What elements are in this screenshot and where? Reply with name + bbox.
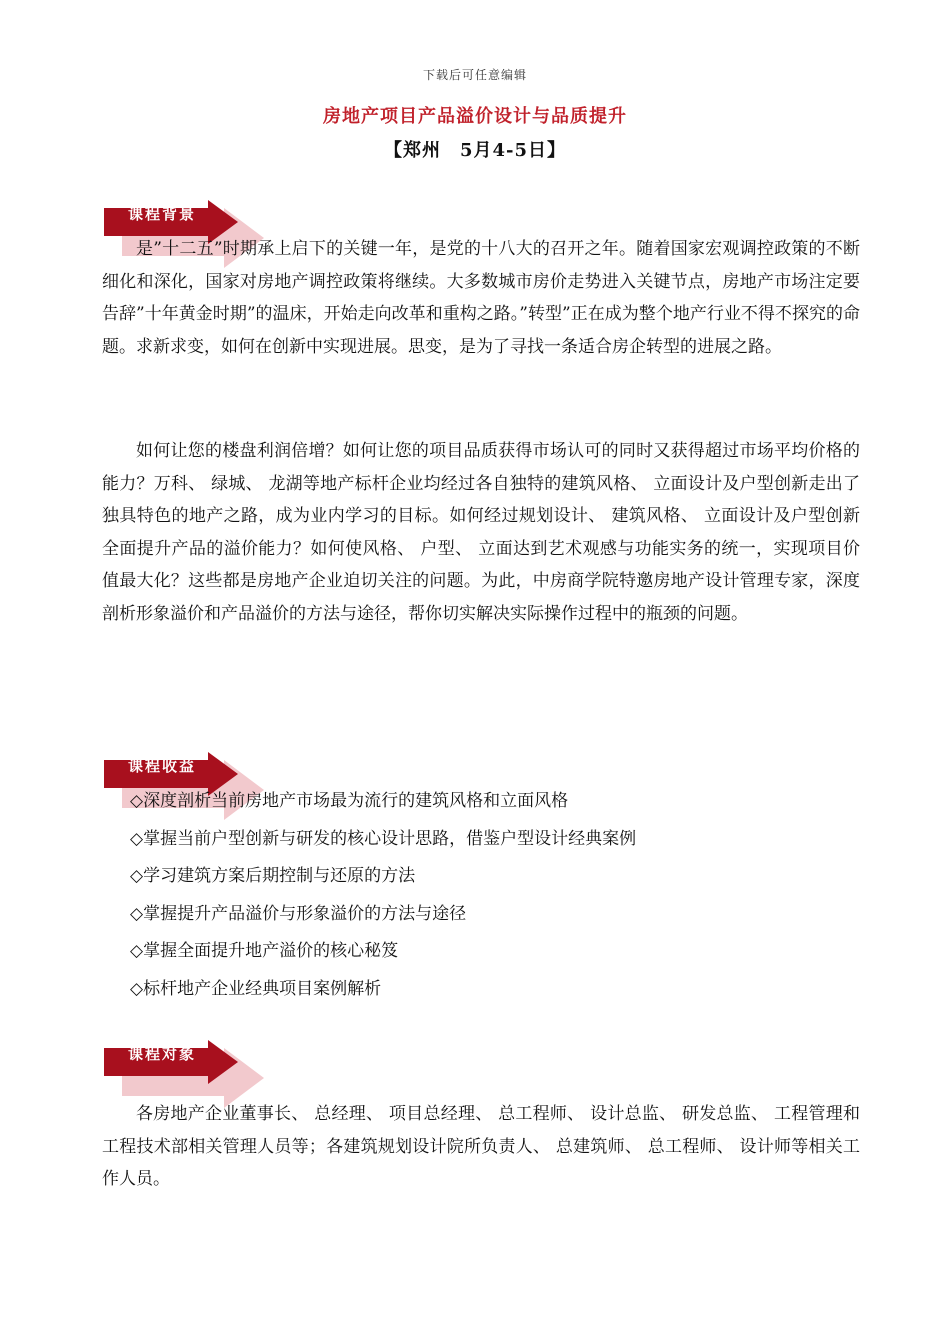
background-paragraph-1: 是”十二五”时期承上启下的关键一年，是党的十八大的召开之年。随着国家宏观调控政策的不断细化和深化，国家对房地产调控政策将继续。大多数城市房价走势进入关键节点，房地产市场注定要告辞”十年黄金时期”的温床，开始走向改革和重构之路。”转型”正在成为整个地产行业不得不探究的命题。求新求变，如何在创新中实现进展。思变，是为了寻找一条适合房企转型的进展之路。 [102,239,860,357]
audience-paragraph: 各房地产企业董事长、 总经理、 项目总经理、 总工程师、 设计总监、 研发总监、 工程管理和工程技术部相关管理人员等；各建筑规划设计院所负责人、 总建筑师、 总工程师、 设计师等相关工作人员。 [102,1104,860,1189]
section-label-background: 课程背景 [128,205,197,223]
list-item: ◇掌握当前户型创新与研发的核心设计思路，借鉴户型设计经典案例 [130,828,637,849]
list-item: ◇学习建筑方案后期控制与还原的方法 [130,866,416,886]
section-label-benefits: 课程收益 [128,757,197,775]
benefits-list [130,783,636,1008]
list-item: ◇深度剖析当前房地产市场最为流行的建筑风格和立面风格 [130,791,569,811]
list-item: ◇掌握提升产品溢价与形象溢价的方法与途径 [130,903,467,924]
document-subtitle: 【郑州 5月4-5日】 [383,140,567,161]
document-title: 房地产项目产品溢价设计与品质提升 [323,106,627,127]
list-item: ◇标杆地产企业经典项目案例解析 [130,978,382,999]
list-item: ◇掌握全面提升地产溢价的核心秘笈 [130,941,399,961]
header-note: 下载后可任意编辑 [422,68,527,82]
background-paragraph-2: 如何让您的楼盘利润倍增？如何让您的项目品质获得市场认可的同时又获得超过市场平均价格的能力？万科、 绿城、 龙湖等地产标杆企业均经过各自独特的建筑风格、 立面设计及户型创新走出了独具特色的地产之路，成为业内学习的目标。如何经过规划设计、 建筑风格、 立面设计及户型创新全面提升产品的溢价能力？如何使风格、 户型、 立面达到艺术观感与功能实务的统一，实现项目价值最大化？这些都是房地产企业迫切关注的问题。为此，中房商学院特邀房地产设计管理专家，深度剖析形象溢价和产品溢价的方法与途径，帮你切实解决实际操作过程中的瓶颈的问题。 [102,441,860,624]
section-label-audience: 课程对象 [128,1045,197,1063]
